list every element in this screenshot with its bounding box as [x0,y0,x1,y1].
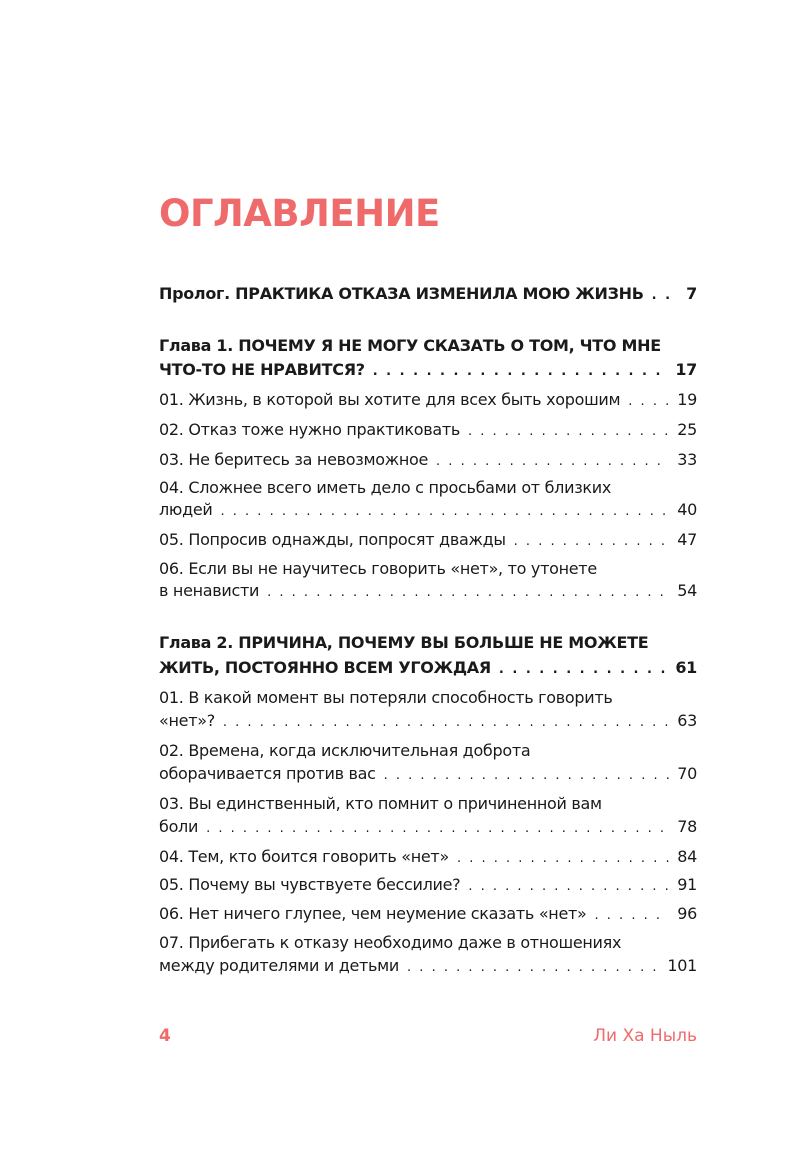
chapter-title-line: ЖИТЬ, ПОСТОЯННО ВСЕМ УГОЖДАЯ [159,658,491,677]
section-title: людей [159,500,213,519]
toc-section-end[interactable] [159,579,697,605]
section-title: 07. Прибегать к отказу необходимо даже в отношениях [159,933,622,952]
section-title: 01. Жизнь, в которой вы хотите для всех быть хорошим [159,390,621,409]
toc-chapter-title-end[interactable] [159,656,697,682]
toc-section[interactable] [159,845,697,871]
prologue-prefix: Пролог. [159,284,230,303]
page-number: 19 [677,390,697,409]
page-number: 40 [677,500,697,519]
toc-chapter-title[interactable] [159,631,697,655]
leader-dots [223,711,669,735]
section-title: 04. Сложнее всего иметь дело с просьбами от близких [159,478,612,497]
page-title: ОГЛАВЛЕНИЕ [159,192,440,235]
section-title: 05. Попросив однажды, попросят дважды [159,530,506,549]
leader-dots [436,450,669,474]
toc-section[interactable] [159,528,697,554]
leader-dots [628,390,669,414]
toc-prologue[interactable] [159,282,697,308]
toc-section[interactable] [159,686,697,710]
section-title: в ненависти [159,581,260,600]
leader-dots [595,904,670,928]
chapter-title-line: Глава 1. ПОЧЕМУ Я НЕ МОГУ СКАЗАТЬ О ТОМ, ЧТО МНЕ [159,336,661,355]
leader-dots [468,875,669,899]
section-title: 06. Если вы не научитесь говорить «нет», то утонете [159,559,597,578]
toc-section[interactable] [159,557,697,581]
page-number: 63 [677,711,697,730]
section-title: между родителями и детьми [159,956,400,975]
page-number: 70 [677,764,697,783]
toc-section[interactable] [159,931,697,955]
toc-section-end[interactable] [159,709,697,735]
toc-section[interactable] [159,873,697,899]
toc-section[interactable] [159,448,697,474]
page-footer [159,1024,697,1048]
page-number: 25 [677,420,697,439]
toc-section[interactable] [159,902,697,928]
section-title: 03. Не беритесь за невозможное [159,450,429,469]
section-title: 06. Нет ничего глупее, чем неумение сказать «нет» [159,904,587,923]
leader-dots [652,284,679,308]
page-number: 17 [675,360,697,379]
toc-section-end[interactable] [159,762,697,788]
leader-dots [499,658,667,682]
section-title: 05. Почему вы чувствуете бессилие? [159,875,461,894]
page-number: 47 [677,530,697,549]
toc-section[interactable] [159,792,697,816]
section-title: 03. Вы единственный, кто помнит о причиненной вам [159,794,602,813]
section-title: 02. Отказ тоже нужно практиковать [159,420,460,439]
page-number: 84 [677,847,697,866]
leader-dots [407,956,659,980]
footer-author: Ли Ха Ныль [593,1026,697,1046]
section-title: «нет»? [159,711,215,730]
page-number: 54 [677,581,697,600]
toc-section[interactable] [159,476,697,500]
footer-page-number: 4 [159,1026,171,1046]
page-number: 78 [677,817,697,836]
page-number: 7 [686,284,697,303]
leader-dots [206,817,669,841]
leader-dots [384,764,670,788]
toc-section-end[interactable] [159,954,697,980]
leader-dots [457,847,669,871]
leader-dots [221,500,670,524]
page-number: 96 [677,904,697,923]
leader-dots [373,360,668,384]
toc-section-end[interactable] [159,815,697,841]
toc-chapter-title-end[interactable] [159,358,697,384]
section-title: оборачивается против вас [159,764,376,783]
page-number: 91 [677,875,697,894]
toc-section[interactable] [159,388,697,414]
toc-section-end[interactable] [159,498,697,524]
chapter-title-line: ЧТО-ТО НЕ НРАВИТСЯ? [159,360,365,379]
toc-section[interactable] [159,739,697,763]
section-title: боли [159,817,199,836]
page-number: 61 [675,658,697,677]
toc-section[interactable] [159,418,697,444]
leader-dots [468,420,669,444]
leader-dots [514,530,670,554]
leader-dots [267,581,669,605]
page-number: 101 [667,956,697,975]
page-number: 33 [677,450,697,469]
section-title: 01. В какой момент вы потеряли способность говорить [159,688,613,707]
prologue-title: ПРАКТИКА ОТКАЗА ИЗМЕНИЛА МОЮ ЖИЗНЬ [235,284,644,303]
section-title: 02. Времена, когда исключительная доброта [159,741,531,760]
toc-chapter-title[interactable] [159,334,697,358]
section-title: 04. Тем, кто боится говорить «нет» [159,847,449,866]
chapter-title-line: Глава 2. ПРИЧИНА, ПОЧЕМУ ВЫ БОЛЬШЕ НЕ МОЖЕТЕ [159,633,649,652]
